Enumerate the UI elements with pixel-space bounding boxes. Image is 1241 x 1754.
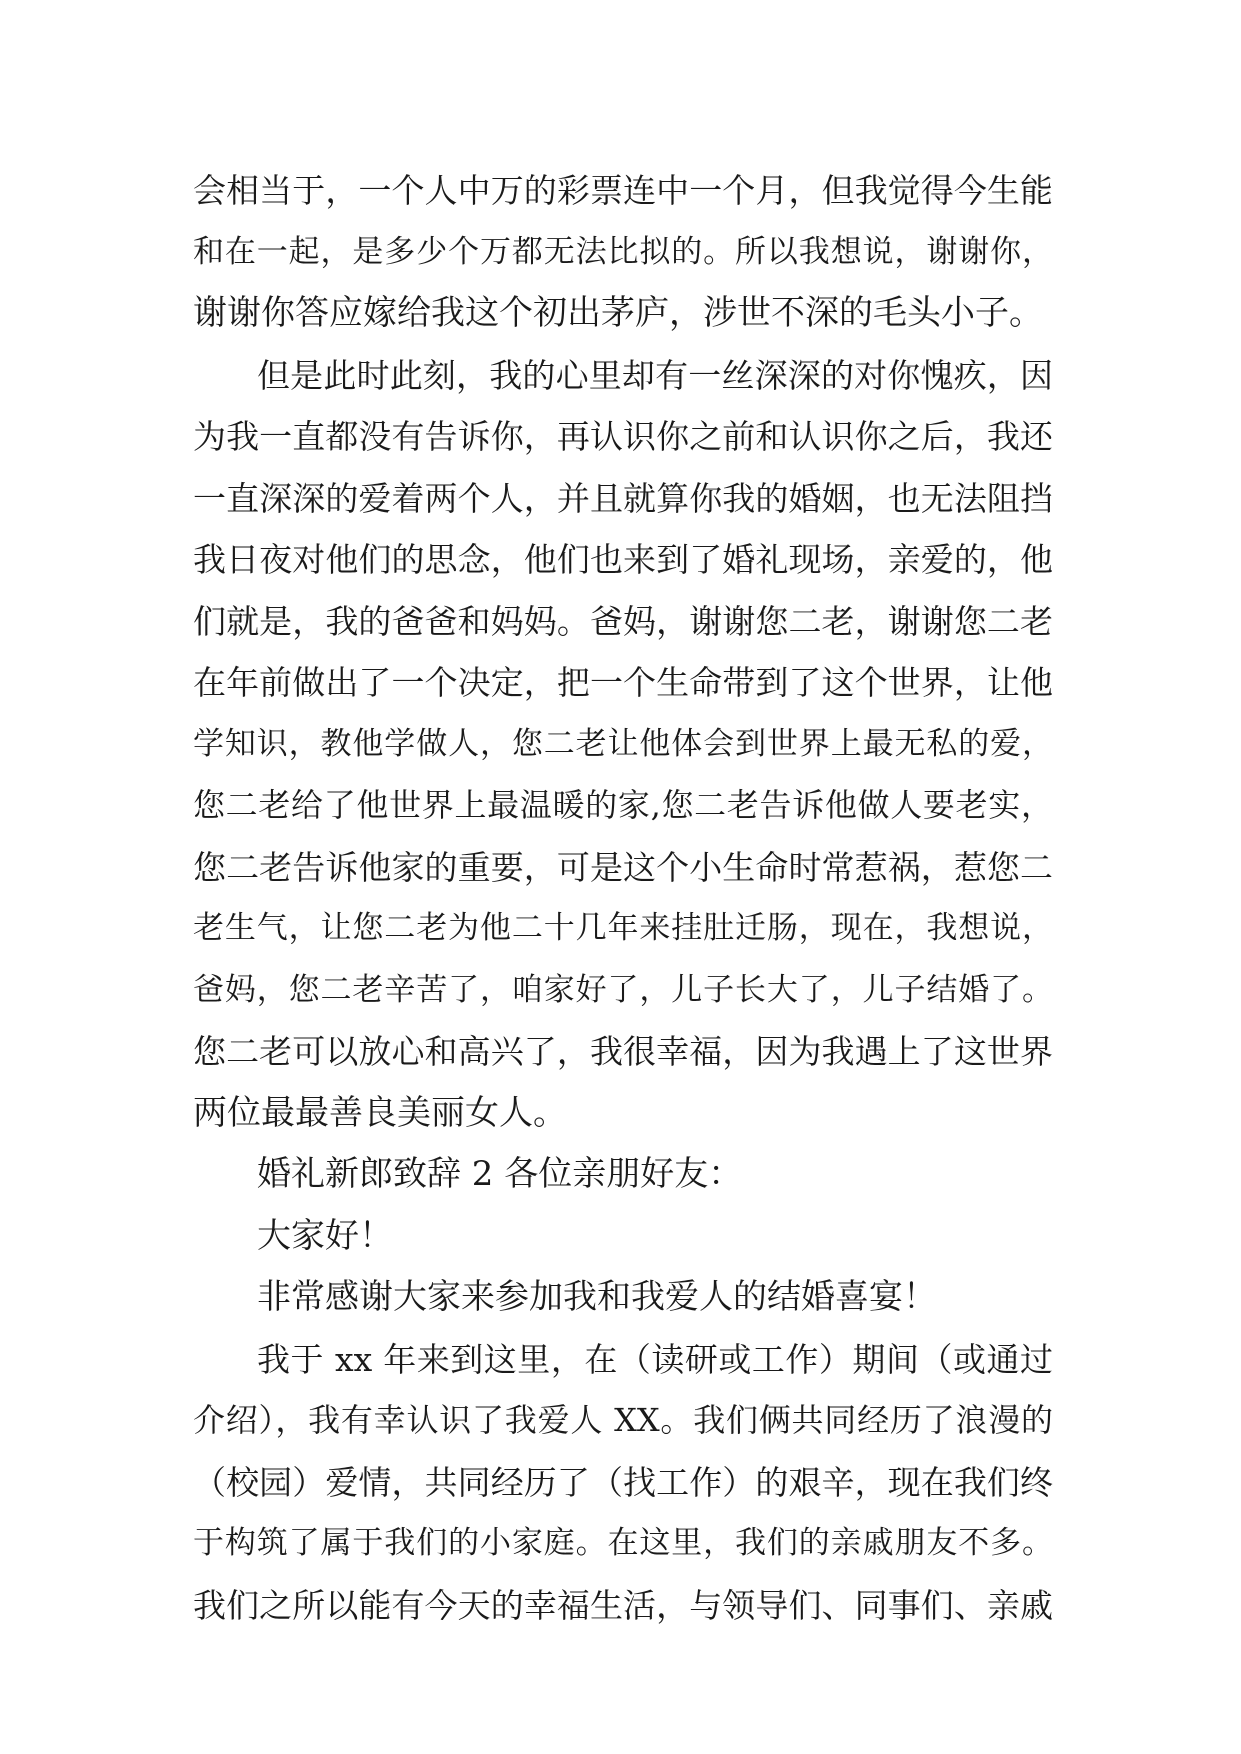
text-line: （校园）爱情，共同经历了（找工作）的艰辛，现在我们终: [193, 1462, 1053, 1502]
text-line: 您二老给了他世界上最温暖的家,您二老告诉他做人要老实，: [193, 786, 1053, 824]
text-line: 爸妈，您二老辛苦了，咱家好了，儿子长大了，儿子结婚了。: [193, 971, 1053, 1008]
text-line: 您二老可以放心和高兴了，我很幸福，因为我遇上了这世界: [193, 1032, 1053, 1071]
text-line: 两位最最善良美丽女人。: [193, 1092, 567, 1133]
greeting-line: 大家好！: [257, 1215, 393, 1256]
text-line: 会相当于，一个人中万的彩票连中一个月，但我觉得今生能: [193, 171, 1053, 210]
section-heading: 婚礼新郎致辞 2 各位亲朋好友：: [257, 1154, 743, 1194]
text-line: 为我一直都没有告诉你，再认识你之前和认识你之后，我还: [193, 417, 1053, 456]
text-line: 一直深深的爱着两个人，并且就算你我的婚姻，也无法阻挡: [193, 478, 1053, 518]
text-line: 们就是，我的爸爸和妈妈。爸妈，谢谢您二老，谢谢您二老: [193, 601, 1053, 641]
paragraph-first-line: 非常感谢大家来参加我和我爱人的结婚喜宴！: [257, 1277, 937, 1317]
paragraph-first-line: 但是此时此刻，我的心里却有一丝深深的对你愧疚，因: [257, 355, 1053, 395]
text-line: 我日夜对他们的思念，他们也来到了婚礼现场，亲爱的，他: [193, 540, 1053, 579]
text-line: 学知识，教他学做人，您二老让他体会到世界上最无私的爱，: [193, 725, 1053, 762]
text-line: 介绍），我有幸认识了我爱人 XX。我们俩共同经历了浪漫的: [193, 1401, 1053, 1439]
text-line: 于构筑了属于我们的小家庭。在这里，我们的亲戚朋友不多。: [193, 1525, 1053, 1561]
text-line: 我们之所以能有今天的幸福生活，与领导们、同事们、亲戚: [193, 1585, 1053, 1625]
text-line: 老生气，让您二老为他二十几年来挂肚迁肠，现在，我想说，: [193, 910, 1053, 946]
text-line: 和在一起，是多少个万都无法比拟的。所以我想说，谢谢你，: [193, 233, 1053, 270]
text-line: 在年前做出了一个决定，把一个生命带到了这个世界，让他: [193, 663, 1053, 702]
paragraph-first-line: 我于 xx 年来到这里，在（读研或工作）期间（或通过: [257, 1339, 1053, 1379]
text-line: 您二老告诉他家的重要，可是这个小生命时常惹祸，惹您二: [193, 847, 1053, 887]
text-line: 谢谢你答应嫁给我这个初出茅庐，涉世不深的毛头小子。: [193, 293, 1043, 333]
document-body: [193, 160, 1053, 1636]
